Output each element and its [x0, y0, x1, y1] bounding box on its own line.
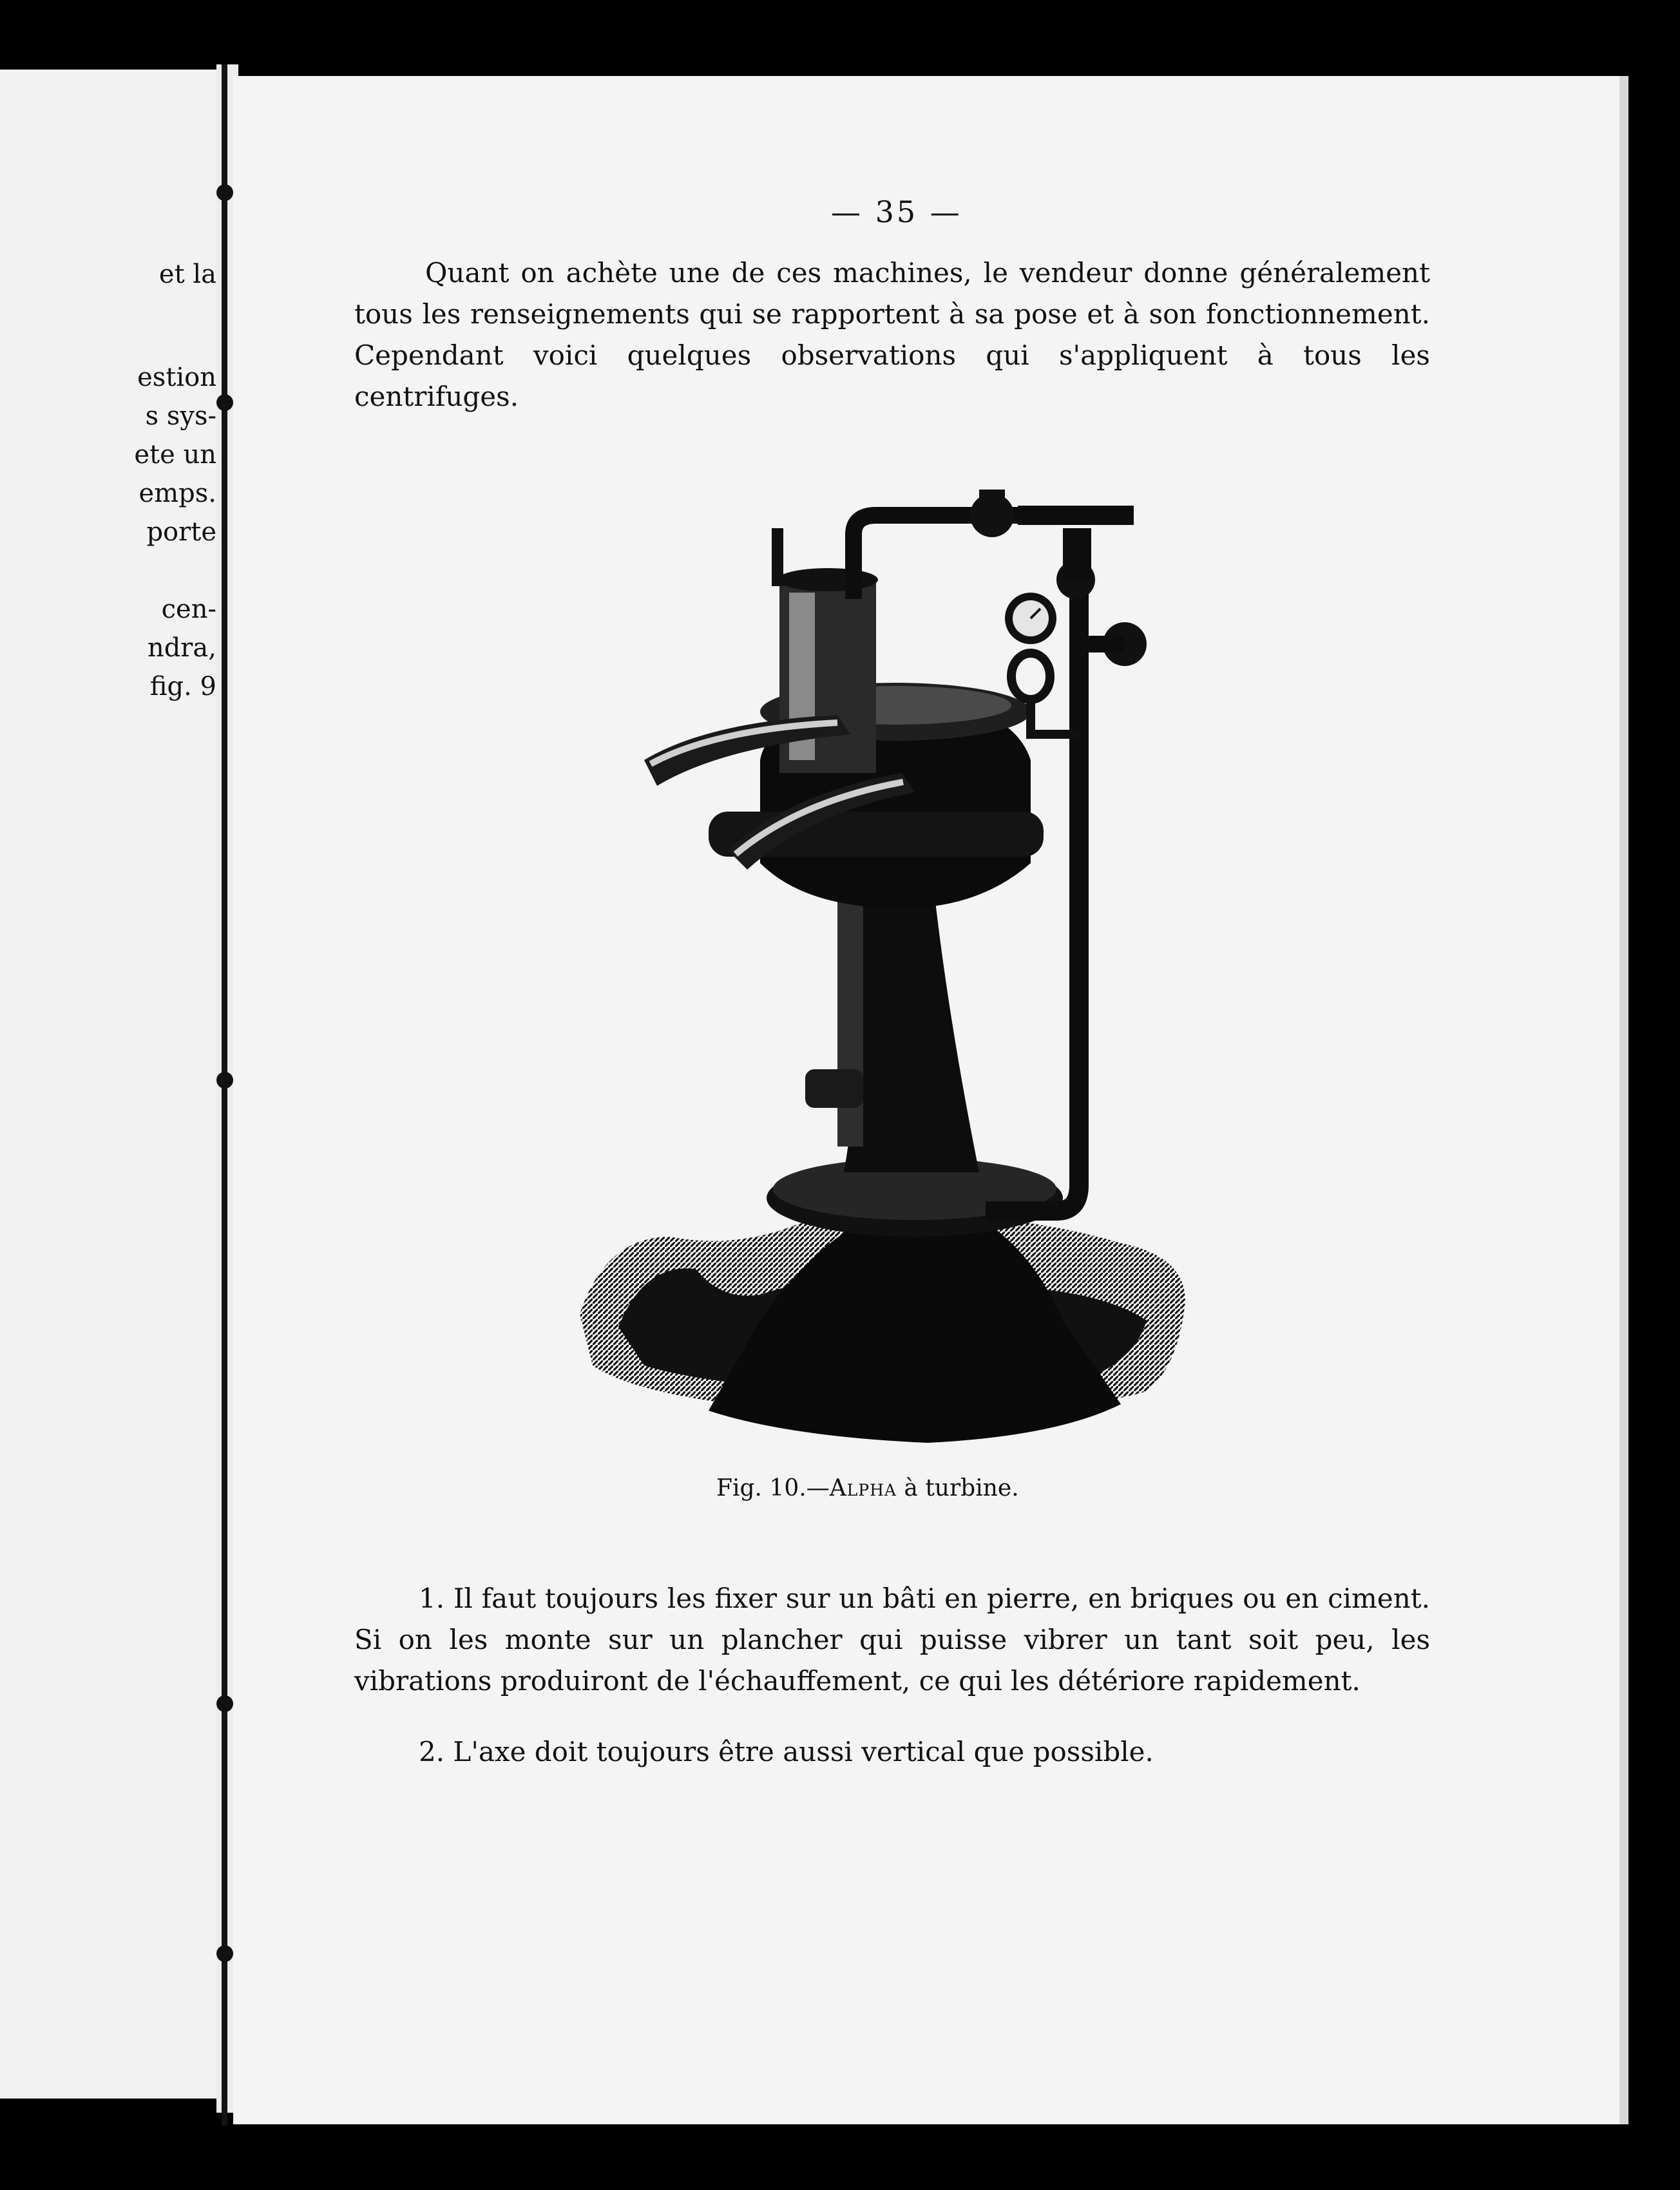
- left-fragment: et la: [158, 260, 216, 289]
- binding-stitch: [216, 1695, 233, 1712]
- centrifuge-illustration: [567, 490, 1217, 1456]
- binding-stitch: [216, 1945, 233, 1962]
- left-fragment: cen-: [161, 595, 216, 624]
- caption-suffix: à turbine.: [896, 1475, 1019, 1501]
- left-fragment: estion: [137, 363, 216, 392]
- page-edge: [1619, 76, 1628, 2124]
- numbered-item: 1. Il faut toujours les fixer sur un bâti en pierre, en briques ou en ciment. Si on les monte sur un plancher qui puisse vibrer un tant soit peu, les vibrations produiront de l'échauffement, ce qui les détériore rapidement.: [354, 1583, 1430, 1697]
- left-fragment: ndra,: [147, 633, 216, 663]
- numbered-item: 2. L'axe doit toujours être aussi vertical que possible.: [419, 1736, 1154, 1767]
- caption-machine-name: Alpha: [829, 1475, 897, 1501]
- left-fragment: porte: [146, 517, 216, 547]
- page-number: — 35 —: [831, 195, 962, 229]
- binding-stitch: [216, 1072, 233, 1089]
- figure-caption: [716, 1475, 1019, 1501]
- left-fragment: ete un: [134, 440, 216, 470]
- left-fragment: s sys-: [145, 401, 216, 431]
- left-page: [0, 70, 219, 2099]
- intro-paragraph: Quant on achète une de ces machines, le vendeur donne généralement tous les renseignements qui se rapportent à sa pose et à son fonctionnement. Cependant voici quelques observations qui s'appliquent à tous les centrifuges.: [354, 257, 1430, 412]
- left-fragment: fig. 9: [149, 672, 216, 701]
- caption-prefix: Fig. 10.—: [716, 1475, 830, 1501]
- binding-stitch: [216, 184, 233, 201]
- left-fragment: emps.: [138, 479, 216, 508]
- binding-thread: [222, 64, 227, 2126]
- binding-stitch: [216, 394, 233, 411]
